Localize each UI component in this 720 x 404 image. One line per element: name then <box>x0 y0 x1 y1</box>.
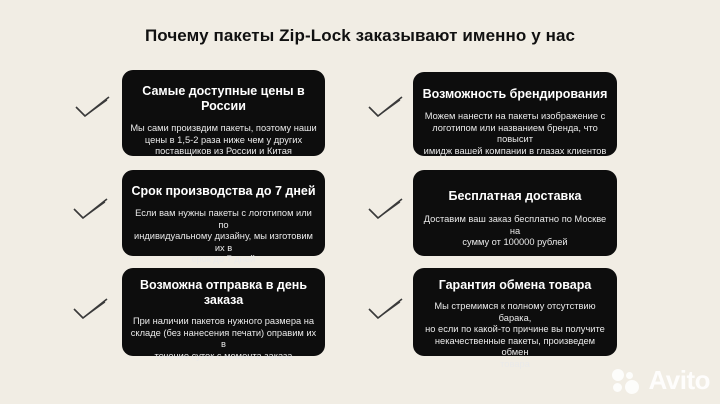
card-text-line: Доставим ваш заказ бесплатно по Москве на <box>423 214 607 236</box>
card-text-line: некачественные пакеты, произведем обмен <box>434 335 596 357</box>
card-heading: Возможность брендирования <box>422 87 608 101</box>
avito-logo-text: Avito <box>648 365 710 395</box>
card-heading: Срок производства до 7 дней <box>131 184 316 198</box>
card-text-line: поставщиков из России и Китая <box>155 146 292 156</box>
card-text-line: индивидуальному дизайну, мы изготовим их в <box>134 231 313 253</box>
card-text-line: товара <box>500 358 530 369</box>
card-text-line: цены в 1,5-2 раза ниже чем у других <box>144 134 303 145</box>
card-heading: Возможна отправка в день <box>139 278 308 292</box>
card-text-line: Если вам нужны пакеты с логотипом или по <box>135 208 312 230</box>
card-heading: заказа <box>203 293 244 307</box>
checkmark-icon <box>367 94 405 120</box>
card-text-line: При наличии пакетов нужного размера на <box>132 316 315 326</box>
card-heading: Гарантия обмена товара <box>438 278 592 292</box>
card-text-line: но если по какой-то причине вы получите <box>425 324 605 334</box>
card-text-line: Мы сами произвдим пакеты, поэтому наши <box>130 123 317 133</box>
checkmark-icon <box>72 196 110 222</box>
feature-card-prices <box>122 70 325 156</box>
card-text-line: Можем нанести на пакеты изображение с <box>424 111 606 121</box>
card-text-line: имидж вашей компании в глазах клиентов <box>423 145 607 156</box>
feature-card-branding <box>413 72 617 156</box>
checkmark-icon <box>367 196 405 222</box>
feature-card-production-time <box>122 170 325 264</box>
checkmark-icon <box>72 296 110 322</box>
card-text-line: Мы стремимся к полному отсутствию барака, <box>434 301 596 323</box>
checkmark-icon <box>367 296 405 322</box>
avito-watermark <box>610 365 710 396</box>
page-title: Почему пакеты Zip-Lock заказывают именно у нас <box>144 26 576 45</box>
card-heading: Бесплатная доставка <box>448 189 582 203</box>
card-text-line: срок до 7 дней <box>191 254 256 264</box>
feature-card-same-day <box>122 268 325 361</box>
card-text-line: сумму от 100000 рублей <box>462 237 568 247</box>
avito-logo-icon <box>610 367 644 395</box>
card-text-line: складе (без нанесения печати) оправим их в <box>130 327 317 349</box>
card-text-line: логотипом или названием бренда, что повысит <box>432 122 598 144</box>
feature-card-free-delivery <box>413 170 617 256</box>
card-text-line: течение суток с момента заказа <box>154 350 293 361</box>
feature-card-exchange <box>413 268 617 369</box>
card-heading: Самые доступные цены в России <box>142 84 305 113</box>
checkmark-icon <box>74 94 112 120</box>
